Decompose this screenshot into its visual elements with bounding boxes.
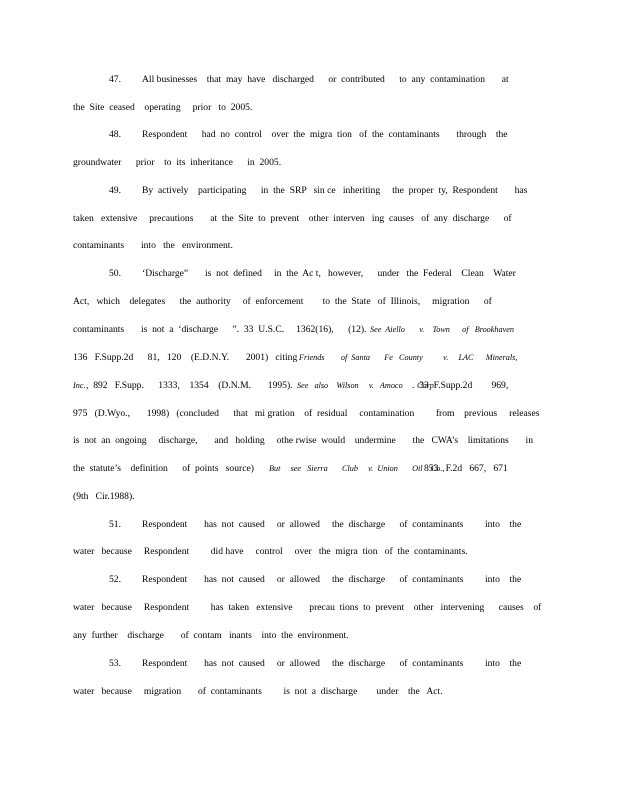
text-line: , 892 F.Supp. 1333, 1354 (D.N.M. 1995).	[86, 380, 293, 391]
paragraph-number: 47.	[109, 74, 121, 85]
text-line: groundwater prior to its inheritance in 2005.	[73, 157, 282, 168]
text-line: . 33 F.Supp.2d 969,	[412, 380, 509, 391]
text-line: (9th Cir.1988).	[73, 491, 135, 502]
text-line: Respondent has not caused or allowed the discharge of contaminants into the	[142, 519, 522, 530]
text-line: water because migration of contaminants is not a discharge under the Act.	[73, 686, 443, 697]
text-line: Respondent has not caused or allowed the discharge of contaminants into the	[142, 574, 522, 585]
text-line: Respondent had no control over the migra tion of the contaminants through the	[142, 129, 508, 140]
text-line: 853 F.2d 667, 671	[424, 463, 508, 474]
text-line: contaminants is not a ‘discharge ”. 33 U.S.C. 1362(16), (12).	[73, 324, 367, 335]
paragraph-number: 52.	[109, 574, 121, 585]
text-line: 136 F.Supp.2d 81, 120 (E.D.N.Y. 2001) citing	[73, 352, 298, 363]
text-line: the Site ceased operating prior to 2005.	[73, 102, 253, 113]
text-line: By actively participating in the SRP sin ce inheriting the proper ty, Respondent has	[142, 185, 528, 196]
case-citation: See Aiello v. Town of Brookhaven	[370, 325, 514, 334]
text-line: is not an ongoing discharge, and holding othe rwise would undermine the CWA’s limitations in	[73, 435, 534, 446]
text-line: Act, which delegates the authority of enforcement to the State of Illinois, migration of	[73, 296, 492, 307]
case-citation: Inc.	[73, 381, 86, 390]
text-line: water because Respondent has taken extensive precau tions to prevent other intervening causes of	[73, 602, 542, 613]
paragraph-number: 50.	[109, 268, 121, 279]
text-line: Respondent has not caused or allowed the discharge of contaminants into the	[142, 658, 522, 669]
case-citation: But see Sierra Club v. Union Oil Co.,	[269, 464, 445, 473]
text-line: water because Respondent did have control over the migra tion of the contaminants.	[73, 546, 468, 557]
text-line: taken extensive precautions at the Site to prevent other interven ing causes of any discharge of	[73, 213, 512, 224]
text-line: any further discharge of contam inants into the environment.	[73, 630, 349, 641]
case-citation: Friends of Santa Fe County v. LAC Minerals,	[299, 353, 518, 362]
text-line: contaminants into the environment.	[73, 240, 233, 251]
paragraph-number: 53.	[109, 658, 121, 669]
text-line: ‘Discharge” is not defined in the Ac t, however, under the Federal Clean Water	[142, 268, 516, 279]
text-line: All businesses that may have discharged or contributed to any contamination at	[142, 74, 509, 85]
text-line: the statute’s definition of points source)	[73, 463, 254, 474]
paragraph-number: 51.	[109, 519, 121, 530]
paragraph-number: 48.	[109, 129, 121, 140]
paragraph-number: 49.	[109, 185, 121, 196]
text-line: 975 (D.Wyo., 1998) (concluded that mi gration of residual contamination from previous releases	[73, 408, 540, 419]
case-citation: See also Wilson v. Amoco Corp	[297, 381, 434, 390]
